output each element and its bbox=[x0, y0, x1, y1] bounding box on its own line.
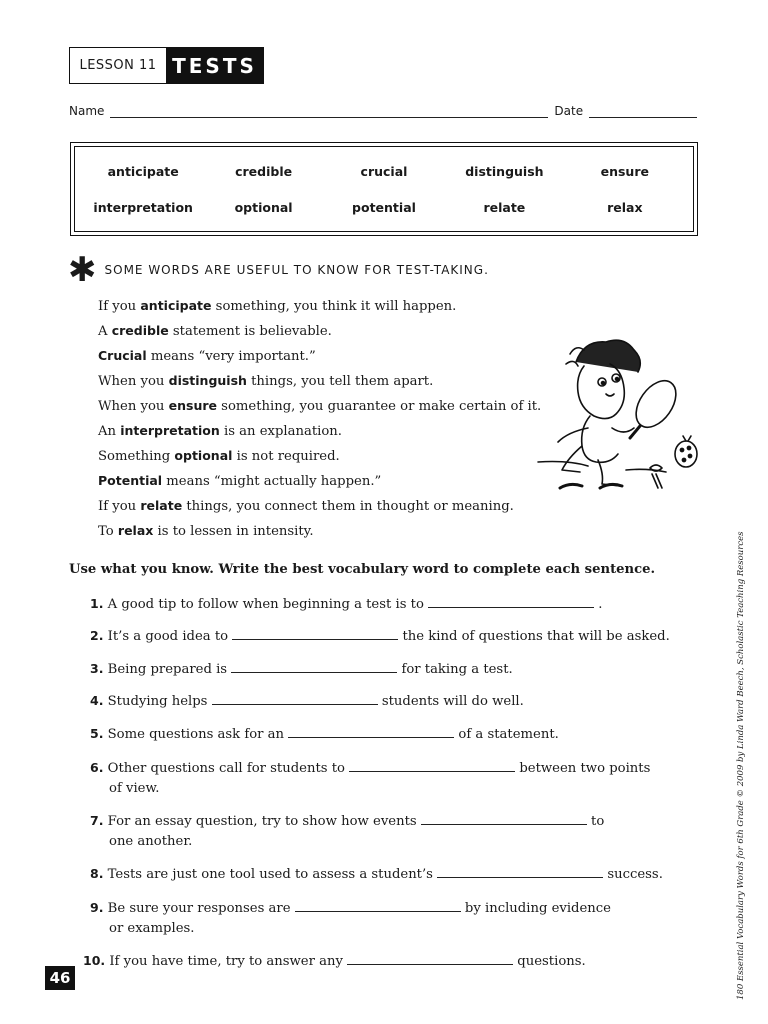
question-item: 6. Other questions call for students to between two points of view. bbox=[90, 760, 651, 796]
definitions-list bbox=[98, 296, 548, 546]
question-item: 1. A good tip to follow when beginning a test is to . bbox=[90, 596, 603, 612]
vocab-word: relax bbox=[607, 199, 643, 215]
question-item: 9. Be sure your responses are by including evidence or examples. bbox=[90, 900, 611, 936]
vocab-word: optional bbox=[234, 199, 293, 215]
vocab-word: potential bbox=[352, 199, 416, 215]
question-item: 4. Studying helps students will do well. bbox=[90, 693, 524, 709]
definition: If you anticipate something, you think it will happen. bbox=[98, 298, 457, 314]
definition: To relax is to lessen in intensity. bbox=[98, 523, 314, 539]
page-number: 46 bbox=[45, 966, 75, 990]
vocab-word: anticipate bbox=[107, 163, 179, 179]
lesson-label: LESSON 11 bbox=[79, 58, 157, 73]
tip-heading bbox=[68, 250, 489, 290]
lesson-title: TESTS bbox=[166, 48, 263, 83]
definition: An interpretation is an explanation. bbox=[98, 423, 342, 439]
copyright-credit: 180 Essential Vocabulary Words for 6th Grade © 2009 by Linda Ward Beech, Scholastic Teaching Resources bbox=[736, 531, 746, 1000]
question-item: 3. Being prepared is for taking a test. bbox=[90, 661, 513, 677]
detective-illustration bbox=[528, 332, 708, 502]
vocab-word: crucial bbox=[360, 163, 408, 179]
lesson-header bbox=[69, 47, 264, 84]
name-date-row bbox=[69, 104, 697, 118]
definition: If you relate things, you connect them in thought or meaning. bbox=[98, 498, 514, 514]
definition: Potential means “might actually happen.” bbox=[98, 473, 382, 489]
tip-text: SOME WORDS ARE USEFUL TO KNOW FOR TEST-TAKING. bbox=[104, 263, 489, 277]
answer-blank[interactable] bbox=[288, 724, 454, 738]
question-item: 10. If you have time, try to answer any questions. bbox=[83, 953, 586, 969]
instructions: Use what you know. Write the best vocabulary word to complete each sentence. bbox=[69, 562, 656, 577]
answer-blank[interactable] bbox=[212, 691, 378, 705]
definition: Crucial means “very important.” bbox=[98, 348, 316, 364]
vocab-word: relate bbox=[483, 199, 526, 215]
answer-blank[interactable] bbox=[437, 864, 603, 878]
vocab-word: ensure bbox=[600, 163, 649, 179]
vocab-word: distinguish bbox=[465, 163, 544, 179]
date-label: Date bbox=[554, 104, 584, 118]
definition: A credible statement is believable. bbox=[98, 323, 332, 339]
definition: When you ensure something, you guarantee or make certain of it. bbox=[98, 398, 542, 414]
definition: When you distinguish things, you tell them apart. bbox=[98, 373, 434, 389]
date-field[interactable] bbox=[589, 105, 697, 118]
vocab-word: credible bbox=[235, 163, 293, 179]
word-box bbox=[70, 142, 698, 236]
asterisk-icon: ✱ bbox=[68, 250, 97, 290]
name-field[interactable] bbox=[110, 105, 548, 118]
question-item: 5. Some questions ask for an of a statement. bbox=[90, 726, 559, 742]
question-item: 7. For an essay question, try to show how events to one another. bbox=[90, 813, 605, 849]
vocab-word: interpretation bbox=[93, 199, 193, 215]
word-grid bbox=[74, 146, 694, 232]
answer-blank[interactable] bbox=[231, 659, 397, 673]
answer-blank[interactable] bbox=[232, 626, 398, 640]
answer-blank[interactable] bbox=[428, 594, 594, 608]
question-item: 8. Tests are just one tool used to assess a student’s success. bbox=[90, 866, 663, 882]
answer-blank[interactable] bbox=[347, 951, 513, 965]
name-label: Name bbox=[69, 104, 105, 118]
question-item: 2. It’s a good idea to the kind of questions that will be asked. bbox=[90, 628, 670, 644]
answer-blank[interactable] bbox=[349, 758, 515, 772]
answer-blank[interactable] bbox=[295, 898, 461, 912]
definition: Something optional is not required. bbox=[98, 448, 340, 464]
answer-blank[interactable] bbox=[421, 811, 587, 825]
